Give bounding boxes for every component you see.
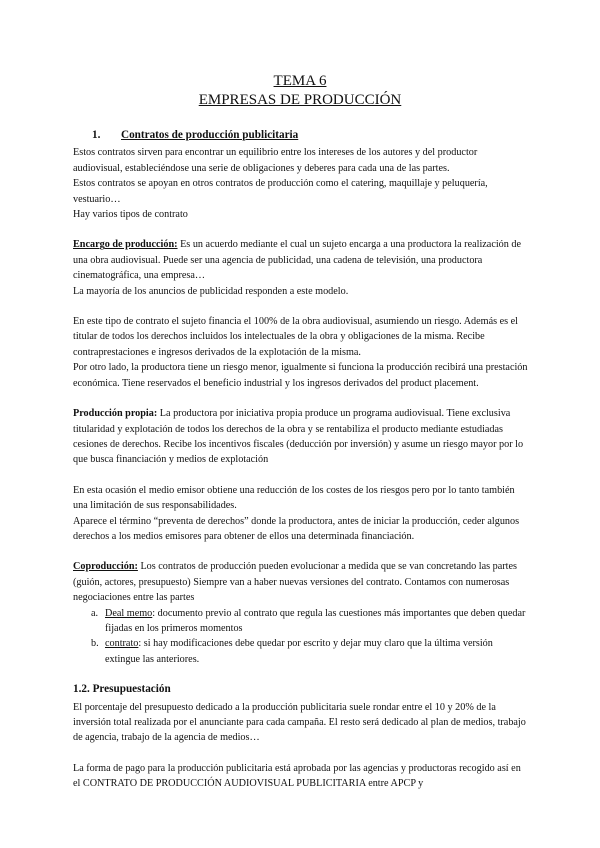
paragraph: El porcentaje del presupuesto dedicado a la producción publicitaria suele rondar entre el 10 y 20% de la inversión total realizada por el anunciante para cada campaña. El resto será dedicado al plan de medios, trabajo de agencia, trabajo de la agencia de medios…	[73, 701, 526, 744]
list-item	[73, 636, 528, 667]
list-term: Deal memo	[105, 607, 153, 619]
page-title: TEMA 6	[273, 73, 327, 89]
paragraph: La mayoría de los anuncios de publicidad responden a este modelo.	[73, 285, 349, 297]
section-heading-contratos	[73, 128, 528, 143]
list-marker: b.	[91, 638, 99, 650]
paragraph-encargo	[73, 237, 528, 283]
paragraph-text: Es un acuerdo mediante el cual un sujeto encarga a una productora la realización de una obra audiovisual. Puede ser una agencia de publicidad, una cadena de televisión, una productora cinematográfica, una empresa…	[73, 239, 522, 282]
section-heading-presupuestacion: 1.2. Presupuestación	[73, 683, 171, 696]
list-term: contrato	[105, 638, 139, 650]
paragraph: Por otro lado, la productora tiene un riesgo menor, igualmente si funciona la producción recibirá una prestación económica. Tiene reservados el beneficio industrial y los ingresos derivados del product placement.	[73, 362, 528, 389]
title-block	[0, 72, 600, 110]
term-encargo: Encargo de producción:	[73, 239, 178, 251]
paragraph-text: La productora por iniciativa propia produce un programa audiovisual. Tiene exclusiva titularidad y explotación de todos los derechos de la obra y se rentabiliza el producto mediante estudiadas cesiones de derechos. Recibe los incentivos fiscales (deducción por inversión) y asume un riesgo mayor por lo que busca financiación y medios de explotación	[73, 408, 524, 466]
paragraph-propia	[73, 406, 528, 468]
paragraph: Estos contratos sirven para encontrar un equilibrio entre los intereses de los autores y del productor audiovisual, estableciéndose una serie de obligaciones y deberes para cada una de las partes.	[73, 147, 478, 174]
paragraph: Aparece el término “preventa de derechos” donde la productora, antes de iniciar la producción, ceder algunos derechos a los medios emisores para obtener de ellos una determinada financiación.	[73, 515, 520, 542]
section-number: 1.	[92, 129, 101, 141]
paragraph-coproduccion	[73, 559, 528, 605]
document-body	[73, 128, 528, 792]
list-text: : documento previo al contrato que regula las cuestiones más importantes que deben quedar fijadas en los primeros momentos	[105, 607, 526, 634]
coproduccion-list	[73, 606, 528, 668]
term-produccion-propia: Producción propia:	[73, 408, 158, 420]
paragraph-text: Los contratos de producción pueden evolucionar a medida que se van concretando las partes (guión, actores, presupuesto) Siempre van a haber nuevas versiones del contrato. Contamos con numerosas negociaciones entre las partes	[73, 561, 517, 604]
list-text: : si hay modificaciones debe quedar por escrito y dejar muy claro que la última versión extingue las anteriores.	[105, 638, 493, 665]
paragraph: En este tipo de contrato el sujeto financia el 100% de la obra audiovisual, asumiendo un riesgo. Además es el titular de todos los derechos incluidos los intelectuales de la obra y obligaciones de la misma. Recibe contraprestaciones e ingresos derivados de la explotación de la misma.	[73, 316, 519, 358]
paragraph: La forma de pago para la producción publicitaria está aprobada por las agencias y productoras recogido así en el CONTRATO DE PRODUCCIÓN AUDIOVISUAL PUBLICITARIA entre APCP y	[73, 762, 521, 790]
page-subtitle: EMPRESAS DE PRODUCCIÓN	[198, 92, 402, 108]
list-marker: a.	[91, 607, 99, 619]
paragraph: Estos contratos se apoyan en otros contratos de producción como el catering, maquillaje y peluquería, vestuario…	[73, 178, 488, 205]
list-item	[73, 606, 528, 637]
paragraph: En esta ocasión el medio emisor obtiene una reducción de los costes de los riesgos pero por lo tanto también una limitación de sus responsabilidades.	[73, 484, 515, 512]
section-heading-text: Contratos de producción publicitaria	[121, 129, 299, 141]
paragraph: Hay varios tipos de contrato	[73, 209, 188, 221]
term-coproduccion: Coproducción:	[73, 561, 138, 573]
